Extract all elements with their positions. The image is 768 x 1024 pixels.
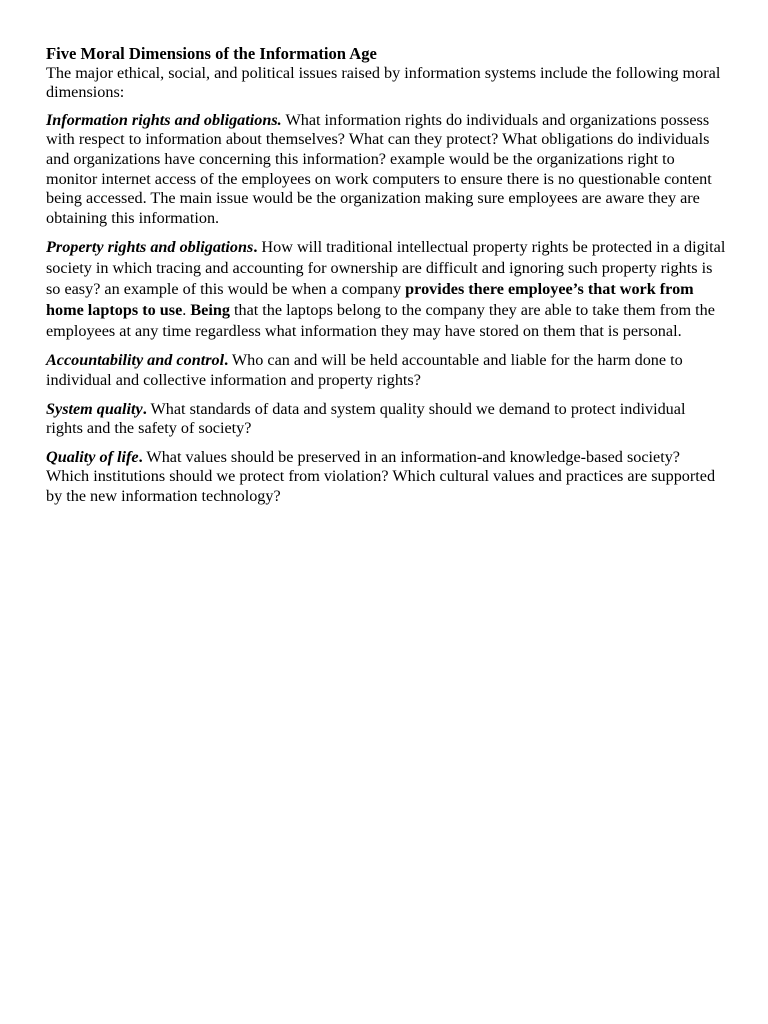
section-quality-of-life xyxy=(46,448,726,507)
section-term: Property rights and obligations xyxy=(46,238,254,257)
section-term: Quality of life xyxy=(46,447,139,466)
section-body: that the laptops belong to the company they are able to take them from the employees at any time regardless what information they may have stored on them that is personal. xyxy=(46,301,715,341)
section-body: Who can and will be held accountable and liable for the harm done to individual and collective information and property rights? xyxy=(46,351,683,389)
section-system-quality xyxy=(46,400,726,439)
section-body: How will traditional intellectual property rights be protected in a digital society in which tracing and accounting for ownership are difficult and ignoring such property rights is so easy? an example of this would be when a company xyxy=(46,238,726,299)
section-property-rights xyxy=(46,237,726,342)
intro-paragraph: The major ethical, social, and political issues raised by information systems include the following moral dimensions: xyxy=(46,63,721,102)
section-body: . xyxy=(182,301,191,320)
section-term-dot: . xyxy=(224,351,229,370)
document-body xyxy=(46,44,726,516)
section-accountability xyxy=(46,351,726,390)
section-term: System quality xyxy=(46,399,143,418)
section-body-emphasis: provides there employee’s that work from home laptops to use xyxy=(46,280,694,320)
section-term: Accountability and control xyxy=(46,351,225,370)
section-body: What values should be preserved in an information-and knowledge-based society? Which institutions should we protect from violation? Which cultural values and practices are supported by the new information technology? xyxy=(46,447,716,505)
section-term: Information rights and obligations. xyxy=(46,110,282,129)
section-body: What standards of data and system quality should we demand to protect individual rights and the safety of society? xyxy=(46,399,686,438)
document-title: Five Moral Dimensions of the Information Age xyxy=(46,44,377,63)
section-body-emphasis: Being xyxy=(190,301,230,320)
section-term-dot: . xyxy=(142,399,147,418)
section-term-dot: . xyxy=(138,447,143,466)
section-term-dot: . xyxy=(253,238,258,257)
section-body: What information rights do individuals and organizations possess with respect to information about themselves? What can they protect? What obligations do individuals and organizations have concerning this information? example would be the organizations right to monitor internet access of the employees on work computers to ensure there is no questionable content being accessed. The main issue would be the organization making sure employees are aware they are obtaining this information. xyxy=(46,110,712,227)
section-information-rights xyxy=(46,111,726,229)
